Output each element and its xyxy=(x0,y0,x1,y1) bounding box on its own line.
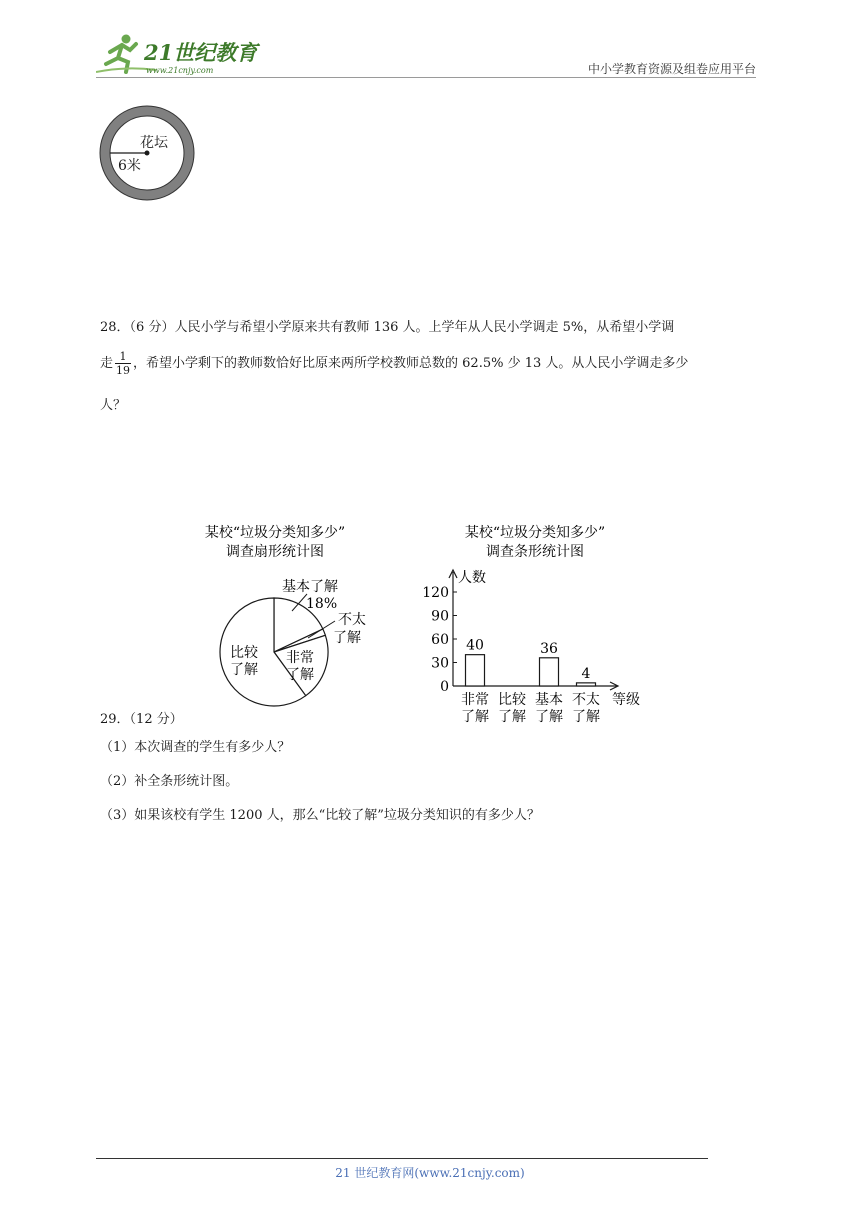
y-axis-label: 人数 xyxy=(458,570,486,586)
bar-3 xyxy=(577,683,596,686)
q29-title: 29．（12 分） xyxy=(100,712,183,727)
bar-2 xyxy=(540,658,559,686)
pie-label-very-2: 了解 xyxy=(286,667,314,683)
header-platform-text: 中小学教育资源及组卷应用平台 xyxy=(587,62,756,76)
q29-sub2: （2）补全条形统计图。 xyxy=(100,774,239,789)
fraction-denominator: 19 xyxy=(116,364,131,377)
header-divider xyxy=(96,77,756,78)
pie-label-18-percent: 18% xyxy=(306,596,338,612)
bar-0 xyxy=(466,655,485,686)
x-category-label-line1: 基本 xyxy=(535,692,563,708)
logo-url-text: www.21cnjy.com xyxy=(146,66,214,75)
fraction-numerator: 1 xyxy=(115,350,131,364)
center-dot xyxy=(145,151,150,156)
site-logo xyxy=(96,30,266,80)
pie-label-notvery-1: 不太 xyxy=(338,612,366,628)
footer-divider xyxy=(96,1158,708,1159)
q28-line3: 人？ xyxy=(100,398,127,413)
bar-value-label-2: 36 xyxy=(540,640,558,657)
y-tick-label: 60 xyxy=(431,632,449,648)
pie-title: 某校“垃圾分类知多少” xyxy=(204,525,346,541)
x-category-label-line1: 非常 xyxy=(461,692,489,708)
pie-label-very-1: 非常 xyxy=(286,650,314,666)
pie-label-notvery-2: 了解 xyxy=(333,630,361,646)
bar-value-label-3: 4 xyxy=(581,665,591,682)
q29-sub3: （3）如果该校有学生 1200 人，那么“比较了解”垃圾分类知识的有多少人？ xyxy=(100,808,540,823)
q29-sub1: （1）本次调查的学生有多少人？ xyxy=(100,740,291,755)
x-axis-label: 等级 xyxy=(612,692,640,708)
y-tick-label: 0 xyxy=(440,679,449,695)
x-category-label-line2: 了解 xyxy=(498,709,526,725)
q28-line2-prefix: 走 xyxy=(100,356,114,371)
bar-subtitle: 调查条形统计图 xyxy=(486,544,584,560)
logo-text: 21世纪教育 xyxy=(144,40,258,65)
x-category-label-line1: 不太 xyxy=(572,692,600,708)
y-tick-label: 90 xyxy=(431,608,449,625)
bar-chart xyxy=(410,516,660,728)
pie-subtitle: 调查扇形统计图 xyxy=(226,544,324,560)
q28-line2-suffix: ，希望小学剩下的教师数恰好比原来两所学校教师总数的 62.5% 少 13 人。从人民小学调走多少 xyxy=(133,356,689,371)
x-category-label-line2: 了解 xyxy=(535,709,563,725)
pie-chart xyxy=(190,516,390,712)
fraction-one-nineteenth xyxy=(115,350,131,377)
q28-line2 xyxy=(100,350,688,377)
bar-value-label-0: 40 xyxy=(466,637,484,654)
x-category-label-line1: 比较 xyxy=(498,692,526,708)
pie-label-fairly-1: 比较 xyxy=(230,645,258,661)
pie-label-fairly-2: 了解 xyxy=(230,662,258,678)
y-tick-label: 120 xyxy=(422,585,449,601)
x-category-label-line2: 了解 xyxy=(572,709,600,725)
q28-line1: 28．（6 分）人民小学与希望小学原来共有教师 136 人。上学年从人民小学调走 5%，从希望小学调 xyxy=(100,320,675,335)
flowerbed-label: 花坛 xyxy=(140,135,168,151)
y-tick-label: 30 xyxy=(431,655,449,672)
runner-logo-icon xyxy=(96,30,266,76)
radius-label: 6米 xyxy=(118,158,141,174)
footer-text: 21 世纪教育网(www.21cnjy.com) xyxy=(335,1166,525,1180)
bar-title: 某校“垃圾分类知多少” xyxy=(464,525,606,541)
pie-label-basic: 基本了解 xyxy=(282,579,338,595)
x-category-label-line2: 了解 xyxy=(461,709,489,725)
flowerbed-ring-figure xyxy=(96,104,200,204)
